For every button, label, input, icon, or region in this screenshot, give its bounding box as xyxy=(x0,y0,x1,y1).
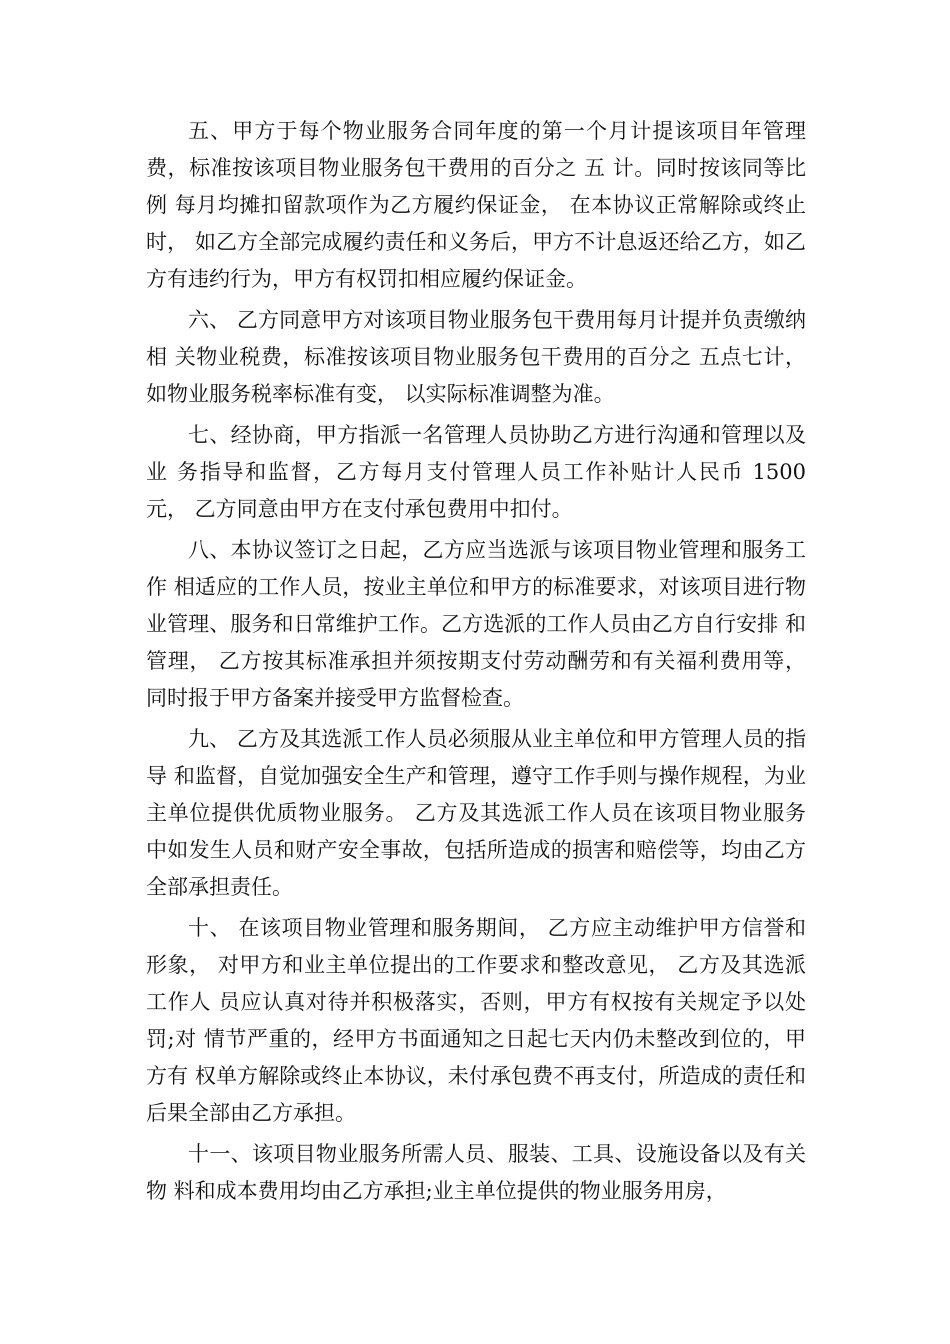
clause-8-paragraph: 八、本协议签订之日起，乙方应当选派与该项目物业管理和服务工作 相适应的工作人员，按业主单位和甲方的标准要求，对该项目进行物业管理、服务和日常维护工作。乙方选派的工作人员由乙方自行安排 和管理， 乙方按其标准承担并须按期支付劳动酬劳和有关福利费用等， 同时报于甲方备案并接受甲方监督检查。 xyxy=(146,538,806,710)
document-page xyxy=(146,113,806,1214)
clause-9-paragraph: 九、 乙方及其选派工作人员必须服从业主单位和甲方管理人员的指导 和监督，自觉加强安全生产和管理，遵守工作手则与操作规程，为业主单位提供优质物业服务。 乙方及其选派工作人员在该项目物业服务 中如发生人员和财产安全事故，包括所造成的损害和赔偿等，均由乙方全部承担责任。 xyxy=(146,727,806,899)
clause-10-paragraph: 十、 在该项目物业管理和服务期间， 乙方应主动维护甲方信誉和形象， 对甲方和业主单位提出的工作要求和整改意见， 乙方及其选派工作人 员应认真对待并积极落实，否则，甲方有权按有关规定予以处罚;对 情节严重的，经甲方书面通知之日起七天内仍未整改到位的，甲方有 权单方解除或终止本协议，未付承包费不再支付，所造成的责任和后果全部由乙方承担。 xyxy=(146,916,806,1125)
clause-6-paragraph: 六、 乙方同意甲方对该项目物业服务包干费用每月计提并负责缴纳相 关物业税费，标准按该项目物业服务包干费用的百分之 五点七计， 如物业服务税率标准有变， 以实际标准调整为准。 xyxy=(146,308,806,406)
clause-5-paragraph: 五、甲方于每个物业服务合同年度的第一个月计提该项目年管理费，标准按该项目物业服务包干费用的百分之 五 计。同时按该同等比例 每月均摊扣留款项作为乙方履约保证金， 在本协议正常解除或终止时， 如乙方全部完成履约责任和义务后，甲方不计息返还给乙方，如乙方有违约行为，甲方有权罚扣相应履约保证金。 xyxy=(146,119,806,291)
clause-7-paragraph: 七、经协商，甲方指派一名管理人员协助乙方进行沟通和管理以及业 务指导和监督，乙方每月支付管理人员工作补贴计人民币 1500 元， 乙方同意由甲方在支付承包费用中扣付。 xyxy=(146,423,806,521)
clause-11-paragraph: 十一、该项目物业服务所需人员、服装、工具、设施设备以及有关物 料和成本费用均由乙方承担;业主单位提供的物业服务用房， xyxy=(146,1142,806,1203)
